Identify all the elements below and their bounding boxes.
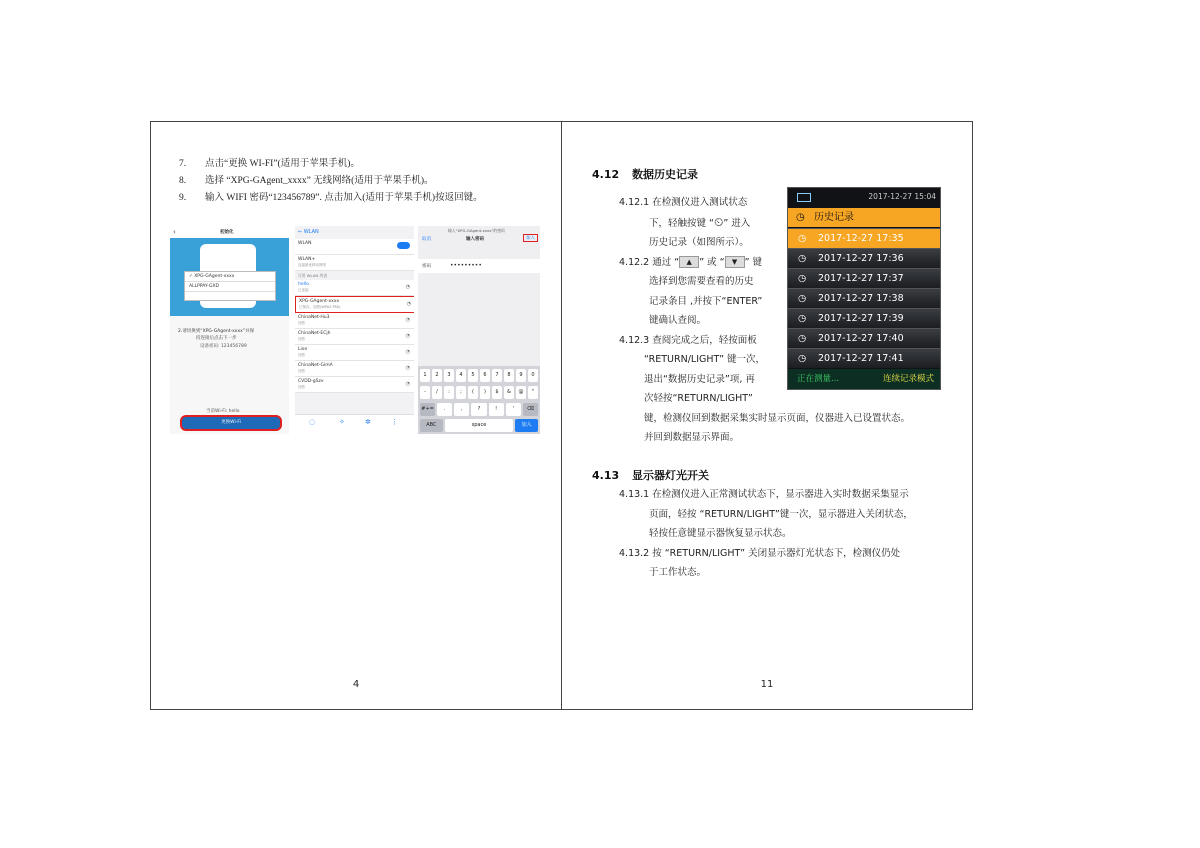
- text-line: 4.13.1 在检测仪进入正常测试状态下，显示器进入实时数据采集显示: [619, 489, 909, 500]
- wlan-toggle-row[interactable]: [295, 239, 414, 255]
- wifi-icon: ◔: [405, 284, 410, 290]
- keyboard-row: [420, 403, 538, 416]
- app-init-screenshot: [170, 226, 289, 434]
- key[interactable]: !: [489, 403, 504, 416]
- text-line: 记录条目 ,并按下“ENTER”: [649, 295, 763, 307]
- step-7: [179, 155, 360, 169]
- wifi-list-item: ✓ XPG-GAgent-xxxx: [185, 272, 275, 282]
- wifi-network-row[interactable]: [295, 329, 414, 345]
- wifi-icon: ◔: [405, 381, 410, 387]
- right-page: [562, 121, 972, 710]
- wifi-network-row[interactable]: [295, 377, 414, 393]
- record-time: 2017-12-27 17:35: [818, 233, 904, 244]
- key[interactable]: 2: [432, 369, 442, 382]
- key[interactable]: 0: [528, 369, 538, 382]
- password-label: 密码: [422, 264, 431, 269]
- history-record[interactable]: [788, 268, 940, 288]
- step-text: 点击“更换 WI-FI”(适用于苹果手机)。: [205, 159, 360, 169]
- back-arrow-icon: ‹: [173, 228, 176, 236]
- device-history-screen: [787, 187, 941, 390]
- section-heading-4-12: [592, 166, 698, 182]
- network-name: ChinaNet-Hu3: [298, 315, 330, 320]
- clock-icon: ◷: [798, 293, 807, 304]
- history-clock-icon: ⏲: [713, 214, 724, 229]
- wifi-network-row[interactable]: [295, 313, 414, 329]
- key[interactable]: 1: [420, 369, 430, 382]
- network-status: 加密: [298, 385, 305, 389]
- record-time: 2017-12-27 17:38: [818, 293, 904, 304]
- clock-icon: ◷: [798, 353, 807, 364]
- clock-icon: ◷: [798, 333, 807, 344]
- key[interactable]: ?: [471, 403, 486, 416]
- device-status-bar: [788, 188, 940, 207]
- cancel-button[interactable]: 取消: [422, 237, 431, 242]
- step-8: [179, 172, 434, 186]
- section-heading-4-13: [592, 467, 709, 483]
- clock-icon: ◷: [798, 273, 807, 284]
- clock-icon: ◷: [798, 253, 807, 264]
- keyboard-row: [420, 369, 538, 382]
- history-title: 历史记录: [814, 212, 854, 223]
- text-line: 页面，轻按 “RETURN/LIGHT”键一次，显示器进入关闭状态，: [649, 508, 913, 520]
- backspace-key[interactable]: ⌫: [523, 403, 538, 416]
- network-status: 加密: [298, 321, 305, 325]
- instruction-line: 持连接后点击下一步: [196, 336, 237, 341]
- key[interactable]: ": [528, 386, 538, 399]
- network-name: Lion: [298, 347, 308, 352]
- change-wifi-button[interactable]: 更换Wi-Fi: [180, 415, 282, 431]
- history-record[interactable]: [788, 328, 940, 348]
- space-key[interactable]: space: [445, 419, 513, 432]
- keyboard-row: [420, 419, 538, 432]
- device-password: 设备密码: 123456789: [200, 344, 247, 349]
- key[interactable]: 9: [516, 369, 526, 382]
- key[interactable]: /: [432, 386, 442, 399]
- key[interactable]: (: [468, 386, 478, 399]
- text-fragment: ” 键: [744, 256, 763, 268]
- clock-icon: ◷: [798, 313, 807, 324]
- text-line: 退出“数据历史记录”项, 再: [644, 373, 755, 385]
- record-time: 2017-12-27 17:41: [818, 353, 904, 364]
- key[interactable]: :: [444, 386, 454, 399]
- text-line: 选择到您需要查看的历史: [649, 276, 754, 287]
- record-time: 2017-12-27 17:36: [818, 253, 904, 264]
- join-key[interactable]: 加入: [515, 419, 538, 432]
- text-line: 轻按任意键显示器恢复显示状态。: [649, 528, 792, 539]
- page-number: 4: [352, 679, 360, 690]
- wifi-list-item: ALLPPAY-GXD: [185, 282, 275, 292]
- text-line: 键，检测仪回到数据采集实时显示页面，仪器进入已设置状态。: [644, 412, 911, 424]
- wifi-list-popup: [184, 271, 276, 301]
- wifi-network-row[interactable]: [295, 345, 414, 361]
- settings-gear-icon[interactable]: ✲: [365, 418, 371, 426]
- instruction-line: 2.请切换到“XPG-GAgent-xxxx”并保: [178, 329, 255, 334]
- wifi-network-row-highlighted[interactable]: [295, 296, 414, 313]
- dialog-header: 输入“XPG-GAgent-xxxx”的密码: [448, 228, 505, 233]
- text-fragment: 下，轻触按键 “: [649, 217, 714, 229]
- key[interactable]: ': [506, 403, 521, 416]
- page-number: 11: [760, 679, 774, 690]
- left-page: [151, 121, 561, 710]
- network-status: 已连接: [298, 288, 309, 292]
- clock-icon: ◷: [798, 233, 807, 244]
- up-arrow-key-icon: ▲: [679, 256, 699, 268]
- wifi-icon: ◔: [405, 365, 410, 371]
- step-text: 选择 “XPG-GAgent_xxxx” 无线网络(适用于苹果手机)。: [205, 176, 434, 186]
- device-clock: 2017-12-27 15:04: [868, 192, 936, 201]
- text-line: 4.13.2 按 “RETURN/LIGHT” 关闭显示器灯光状态下，检测仪仍处: [619, 547, 901, 559]
- network-name: hello: [298, 282, 309, 287]
- record-time: 2017-12-27 17:39: [818, 313, 904, 324]
- key[interactable]: ,: [454, 403, 469, 416]
- text-fragment: 4.12.2 通过 “: [619, 256, 680, 268]
- network-status: 加密: [298, 337, 305, 341]
- password-entry-screenshot: [418, 226, 540, 434]
- device-footer: [788, 369, 940, 389]
- text-line: 并回到数据显示界面。: [644, 432, 740, 443]
- text-line: 4.12.3 查阅完成之后，轻按面板: [619, 334, 757, 346]
- record-mode: 连续记录模式: [882, 374, 934, 384]
- keyboard: [418, 366, 540, 434]
- text-line: 键确认查阅。: [649, 315, 707, 326]
- history-record[interactable]: [788, 348, 940, 368]
- abc-key[interactable]: ABC: [420, 419, 443, 432]
- key[interactable]: $: [492, 386, 502, 399]
- step-9: [179, 189, 483, 203]
- text-line: 于工作状态。: [649, 567, 707, 578]
- wifi-icon: ◔: [405, 333, 410, 339]
- history-record[interactable]: [788, 308, 940, 328]
- wifi-icon: ◔: [405, 317, 410, 323]
- network-status: 已保存，加密(WPA2 PSK): [299, 305, 341, 309]
- wlan-section-label: 可用 WLAN 列表: [298, 273, 327, 278]
- text-line: “RETURN/LIGHT” 键一次，: [644, 354, 766, 365]
- key[interactable]: .: [437, 403, 452, 416]
- section-number: 4.12: [592, 168, 620, 181]
- text-fragment: ” 或 “: [699, 256, 725, 268]
- keyboard-row: [420, 386, 538, 399]
- key[interactable]: -: [420, 386, 430, 399]
- wlan-list-screenshot: [295, 226, 414, 434]
- section-title: 显示器灯光开关: [632, 469, 709, 482]
- history-record[interactable]: [788, 248, 940, 268]
- step-number: 9.: [179, 193, 187, 203]
- record-time: 2017-12-27 17:37: [818, 273, 904, 284]
- wlan-back-button[interactable]: ← WLAN: [298, 229, 319, 235]
- step-text: 输入 WIFI 密码“123456789”. 点击加入(适用于苹果手机)按返回键。: [205, 193, 483, 203]
- key[interactable]: 4: [456, 369, 466, 382]
- wlan-plus-row[interactable]: [295, 255, 414, 271]
- text-line: 历史记录（如图所示）。: [649, 237, 749, 248]
- wifi-icon: ◔: [405, 349, 410, 355]
- history-record-selected[interactable]: [788, 228, 940, 248]
- app-header: [170, 226, 289, 238]
- key[interactable]: 6: [480, 369, 490, 382]
- history-record[interactable]: [788, 288, 940, 308]
- key[interactable]: @: [516, 386, 526, 399]
- section-title: 数据历史记录: [632, 168, 698, 181]
- join-button[interactable]: 加入: [523, 234, 538, 242]
- current-wifi: 当前Wi-Fi: hello: [206, 409, 240, 414]
- bottom-toolbar: [295, 414, 414, 434]
- wifi-direct-icon[interactable]: ✧: [339, 418, 345, 426]
- step-number: 7.: [179, 159, 187, 169]
- more-icon[interactable]: ⋮: [391, 418, 398, 426]
- key[interactable]: ): [480, 386, 490, 399]
- network-name: ChinaNet-ECjh: [298, 331, 331, 336]
- network-name: CVDD-gSzv: [298, 379, 324, 384]
- network-status: 加密: [298, 353, 305, 357]
- wifi-icon: ◔: [406, 301, 411, 307]
- refresh-icon[interactable]: ◌: [309, 418, 316, 426]
- key[interactable]: 3: [444, 369, 454, 382]
- step-number: 8.: [179, 176, 187, 186]
- wifi-network-row[interactable]: [295, 280, 414, 296]
- measuring-status: 正在测量...: [797, 374, 840, 384]
- wlan-toggle[interactable]: [397, 242, 410, 249]
- network-name: XPG-GAgent-xxxx: [299, 299, 340, 304]
- key[interactable]: 5: [468, 369, 478, 382]
- key[interactable]: 8: [504, 369, 514, 382]
- down-arrow-key-icon: ▼: [725, 256, 745, 268]
- password-input[interactable]: •••••••••: [450, 262, 482, 269]
- record-time: 2017-12-27 17:40: [818, 333, 904, 344]
- network-status: 加密: [298, 369, 305, 373]
- key[interactable]: &: [504, 386, 514, 399]
- symbols-key[interactable]: #+=: [420, 403, 435, 416]
- app-title: 初始化: [220, 230, 234, 235]
- history-clock-icon: ◷: [796, 212, 805, 223]
- text-fragment: ” 进入: [723, 217, 751, 229]
- network-name: ChinaNet-GimA: [298, 363, 333, 368]
- row-label: WLAN+: [298, 257, 316, 262]
- row-label: WLAN: [298, 241, 312, 246]
- section-number: 4.13: [592, 469, 620, 482]
- wifi-network-row[interactable]: [295, 361, 414, 377]
- history-title-bar: [788, 208, 940, 227]
- dialog-title: 输入密码: [466, 237, 484, 242]
- battery-icon: [797, 193, 811, 202]
- key[interactable]: 7: [492, 369, 502, 382]
- para-4-13: [619, 485, 913, 583]
- password-field-row: [418, 259, 540, 273]
- row-sub: 连接最优移动网络: [298, 263, 326, 267]
- key[interactable]: ;: [456, 386, 466, 399]
- text-line: 4.12.1 在检测仪进入测试状态: [619, 197, 748, 208]
- text-line: 次轻按“RETURN/LIGHT”: [644, 393, 753, 404]
